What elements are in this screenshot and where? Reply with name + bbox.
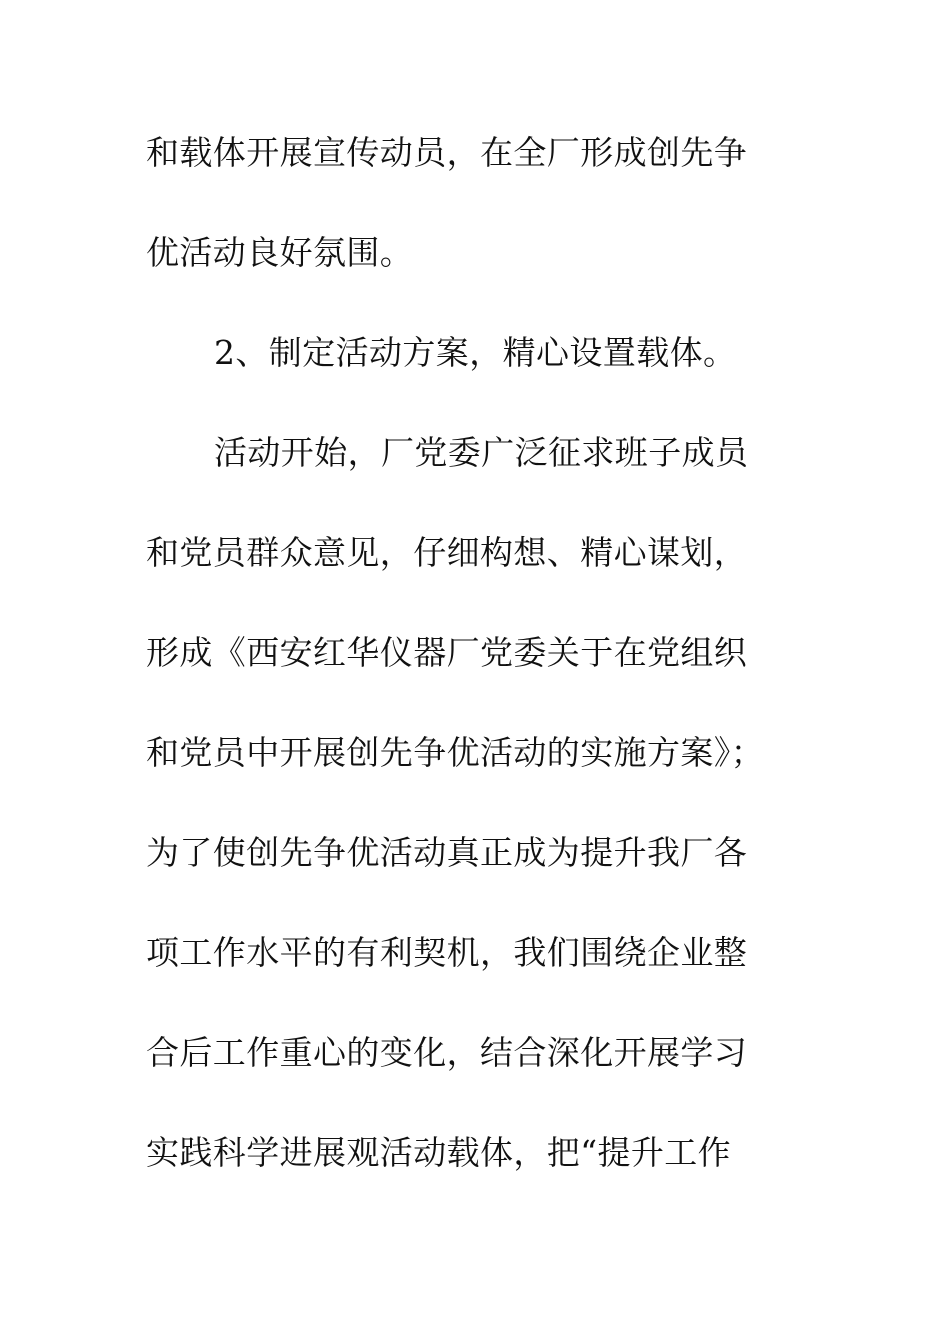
text-line-2: 优活动良好氛围。 (146, 233, 414, 272)
text-line-5: 和党员群众意见，仔细构想、精心谋划， (146, 533, 748, 572)
paragraph-heading: 2、制定活动方案，精心设置载体。 (214, 333, 737, 372)
text-line-10: 合后工作重心的变化，结合深化开展学习 (146, 1033, 748, 1072)
text-line-7: 和党员中开展创先争优活动的实施方案》； (146, 733, 765, 772)
text-line-4: 活动开始，厂党委广泛征求班子成员 (214, 433, 749, 472)
text-line-11: 实践科学进展观活动载体，把“提升工作 (146, 1133, 732, 1172)
text-line-9: 项工作水平的有利契机，我们围绕企业整 (146, 933, 748, 972)
text-line-1: 和载体开展宣传动员，在全厂形成创先争 (146, 133, 748, 172)
text-line-6: 形成《西安红华仪器厂党委关于在党组织 (146, 633, 748, 672)
text-line-8: 为了使创先争优活动真正成为提升我厂各 (146, 833, 748, 872)
